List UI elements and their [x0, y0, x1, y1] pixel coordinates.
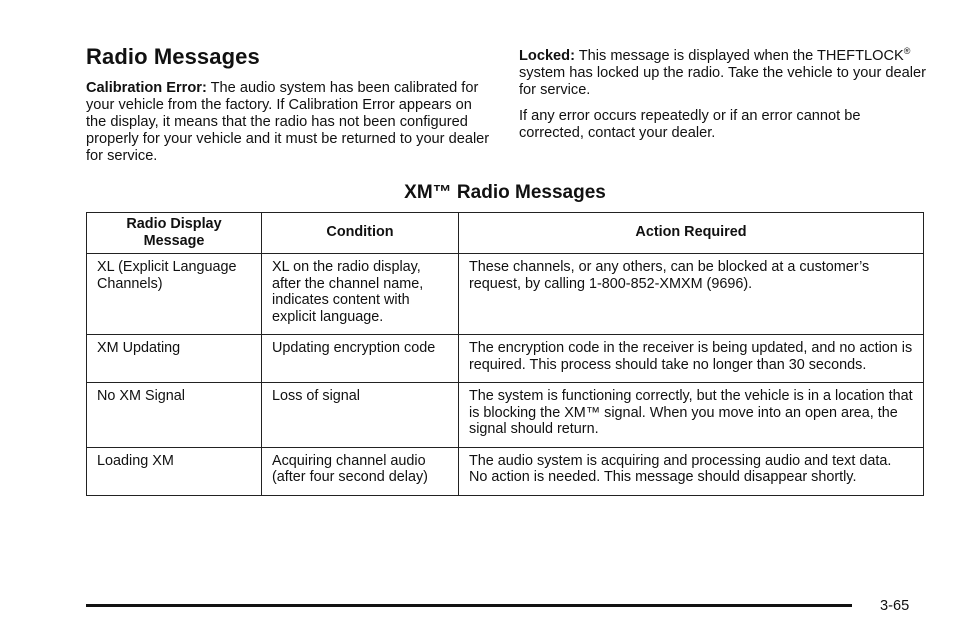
xm-messages-table	[86, 212, 924, 496]
locked-text-a: This message is displayed when the THEFTLOCK	[578, 48, 904, 64]
page-number: 3-65	[880, 598, 910, 614]
left-column	[86, 44, 496, 165]
locked-term: Locked:	[519, 48, 575, 64]
footer-rule	[86, 604, 852, 607]
cell-condition: Acquiring channel audio (after four second delay)	[262, 447, 459, 495]
registered-mark: ®	[903, 46, 911, 57]
cell-display-message: XM Updating	[87, 335, 262, 383]
table-row	[87, 254, 924, 335]
cell-action-required: The encryption code in the receiver is being updated, and no action is required. This process should take no longer than 30 seconds.	[459, 335, 924, 383]
repeated-error-paragraph: If any error occurs repeatedly or if an error cannot be corrected, contact your dealer.	[519, 108, 861, 141]
calibration-error-term: Calibration Error:	[86, 80, 207, 96]
calibration-error-text: The audio system has been calibrated for your vehicle from the factory. If Calibration Error appears on the display, it means that the radio has not been configured properly for your vehicle and it must be returned to your dealer for service.	[86, 80, 490, 164]
header-display-message: Radio Display Message	[87, 213, 262, 254]
section-heading: Radio Messages	[86, 44, 260, 69]
cell-action-required: The audio system is acquiring and processing audio and text data. No action is needed. This message should disappear shortly.	[459, 447, 924, 495]
table-header-row	[87, 213, 924, 254]
cell-action-required: The system is functioning correctly, but the vehicle is in a location that is blocking the XM™ signal. When you move into an open area, the signal should return.	[459, 383, 924, 448]
header-condition: Condition	[262, 213, 459, 254]
header-action-required: Action Required	[459, 213, 924, 254]
cell-display-message: Loading XM	[87, 447, 262, 495]
table-row	[87, 447, 924, 495]
locked-paragraph	[519, 48, 929, 99]
cell-action-required: These channels, or any others, can be blocked at a customer’s request, by calling 1-800-852-XMXM (9696).	[459, 254, 924, 335]
cell-condition: XL on the radio display, after the channel name, indicates content with explicit language.	[262, 254, 459, 335]
table-row	[87, 335, 924, 383]
right-column	[519, 48, 929, 142]
cell-display-message: XL (Explicit Language Channels)	[87, 254, 262, 335]
table-row	[87, 383, 924, 448]
calibration-error-paragraph	[86, 80, 496, 165]
table-title: XM™ Radio Messages	[404, 182, 606, 203]
cell-condition: Updating encryption code	[262, 335, 459, 383]
cell-display-message: No XM Signal	[87, 383, 262, 448]
locked-text-b: system has locked up the radio. Take the vehicle to your dealer for service.	[519, 65, 926, 98]
cell-condition: Loss of signal	[262, 383, 459, 448]
